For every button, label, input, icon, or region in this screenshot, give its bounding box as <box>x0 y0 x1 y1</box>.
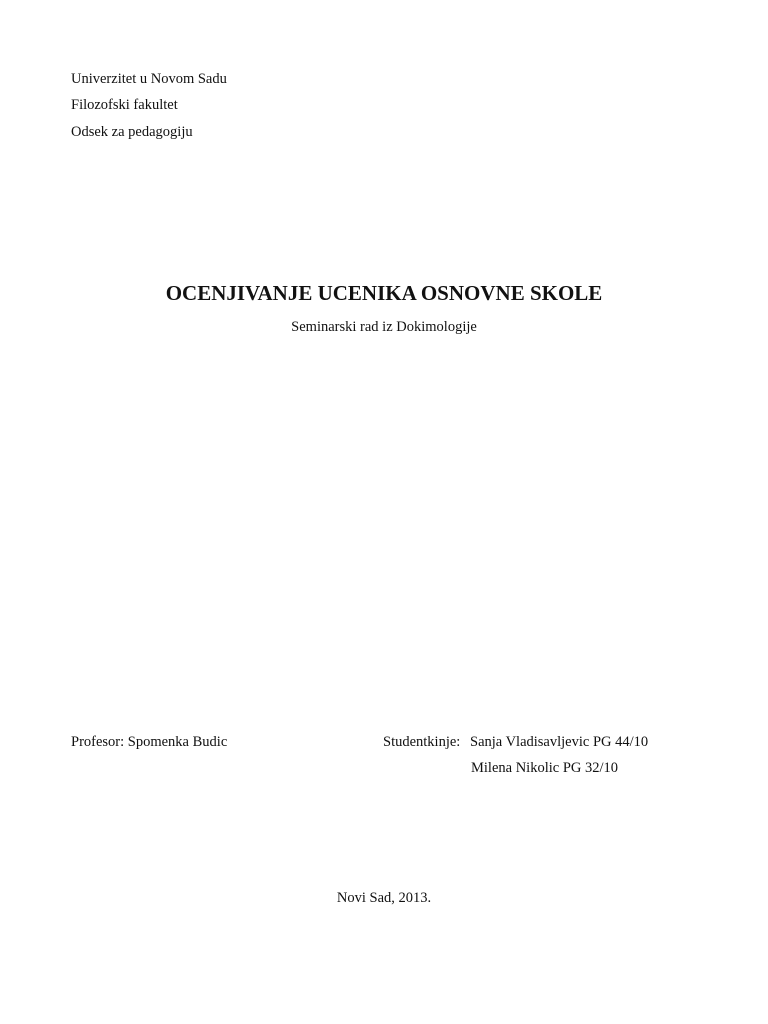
professor-line: Profesor: Spomenka Budic <box>71 734 228 750</box>
faculty-name: Filozofski fakultet <box>71 97 178 113</box>
department-name: Odsek za pedagogiju <box>71 124 193 140</box>
place-date: Novi Sad, 2013. <box>336 890 432 906</box>
students-label: Studentkinje: <box>383 734 461 750</box>
student-name-1: Sanja Vladisavljevic PG 44/10 <box>470 734 649 750</box>
document-title: OCENJIVANJE UCENIKA OSNOVNE SKOLE <box>165 281 603 305</box>
university-name: Univerzitet u Novom Sadu <box>71 71 227 87</box>
student-name-2: Milena Nikolic PG 32/10 <box>471 760 619 776</box>
document-subtitle: Seminarski rad iz Dokimologije <box>291 319 477 335</box>
